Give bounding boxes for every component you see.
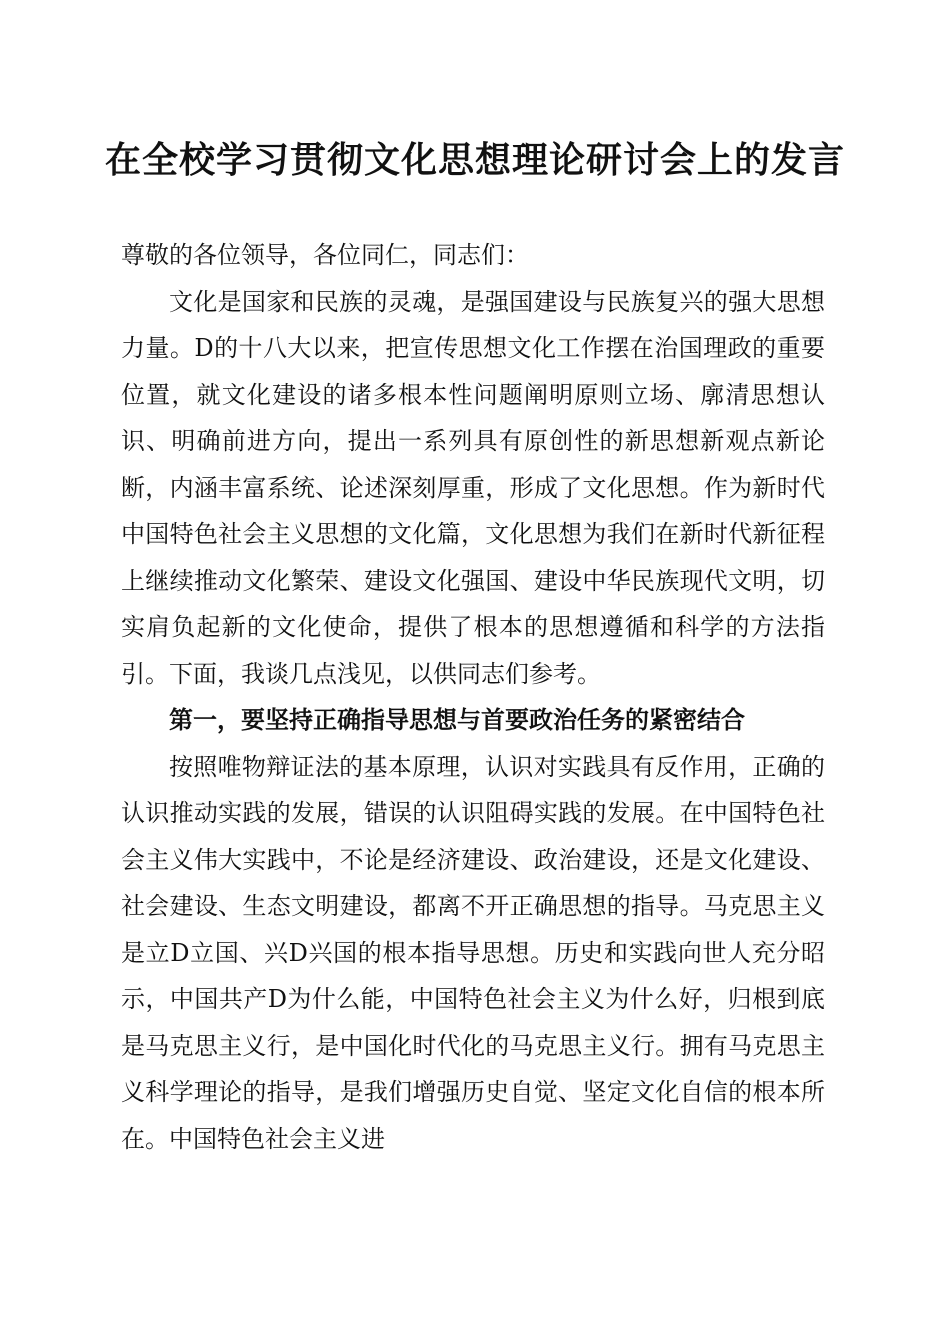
document-body xyxy=(121,232,825,1162)
document-title: 在全校学习贯彻文化思想理论研讨会上的发言 xyxy=(104,139,845,181)
salutation: 尊敬的各位领导，各位同仁，同志们： xyxy=(121,241,529,269)
section-heading: 第一，要坚持正确指导思想与首要政治任务的紧密结合 xyxy=(169,705,745,734)
intro-paragraph: 文化是国家和民族的灵魂，是强国建设与民族复兴的强大思想力量。D的十八大以来，把宣传思想文化工作摆在治国理政的重要位置，就文化建设的诸多根本性问题阐明原则立场、廓清思想认识、明确前进方向，提出一系列具有原创性的新思想新观点新论断，内涵丰富系统、论述深刻厚重，形成了文化思想。作为新时代中国特色社会主义思想的文化篇，文化思想为我们在新时代新征程上继续推动文化繁荣、建设文化强国、建设中华民族现代文明，切实肩负起新的文化使命，提供了根本的思想遵循和科学的方法指引。下面，我谈几点浅见，以供同志们参考。 xyxy=(121,287,825,688)
section-paragraph: 按照唯物辩证法的基本原理，认识对实践具有反作用，正确的认识推动实践的发展，错误的认识阻碍实践的发展。在中国特色社会主义伟大实践中，不论是经济建设、政治建设，还是文化建设、社会建设、生态文明建设，都离不开正确思想的指导。马克思主义是立D立国、兴D兴国的根本指导思想。历史和实践向世人充分昭示，中国共产D为什么能，中国特色社会主义为什么好，归根到底是马克思主义行，是中国化时代化的马克思主义行。拥有马克思主义科学理论的指导，是我们增强历史自觉、坚定文化自信的根本所在。中国特色社会主义进 xyxy=(121,752,825,1153)
